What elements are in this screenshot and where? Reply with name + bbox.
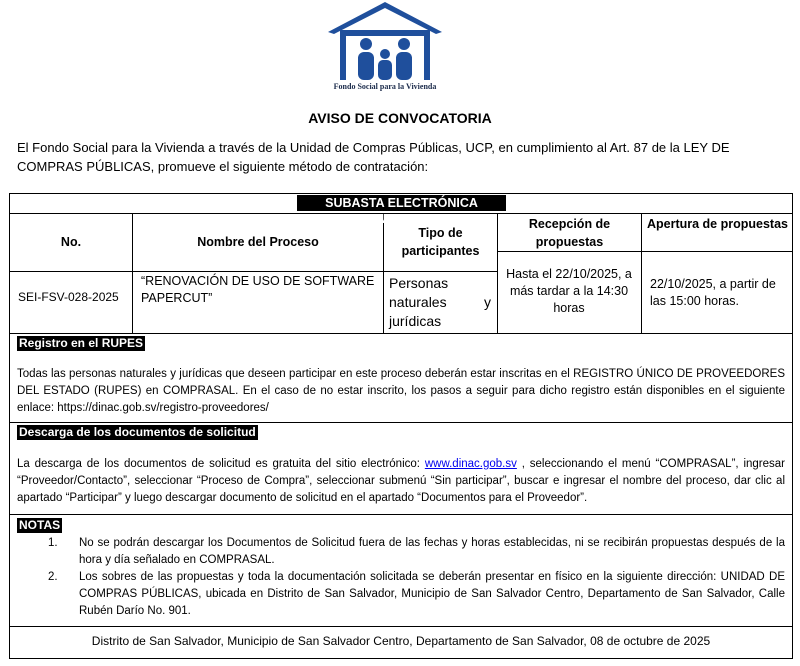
note-number: 1.: [48, 537, 58, 549]
dinac-link[interactable]: www.dinac.gob.sv: [424, 458, 517, 470]
header-tipo: Tipo de participantes: [401, 226, 480, 258]
notas-heading: NOTAS: [19, 518, 61, 532]
descarga-heading: Descarga de los documentos de solicitud: [19, 425, 256, 439]
cell-recepcion: Hasta el 22/10/2025, a más tardar a la 14:30 horas: [506, 267, 632, 315]
rupes-heading: Registro en el RUPES: [19, 336, 144, 350]
header-no: No.: [60, 235, 82, 249]
descarga-text-end: , seleccionando el menú “COMPRASAL”, ingresar “Proveedor/Contacto”, seleccionar “Proceso de Compra”, seleccionar submenú “Sin participar”, buscar e ingresar el nombre del proceso, dar clic al apartado “Participar” y luego descargar documento de solicitud en el apartado “Documentos para el Proveedor”.: [17, 458, 785, 504]
note-text: Los sobres de las propuestas y toda la documentación solicitada se deberán presentar en físico en la siguiente dirección: UNIDAD DE COMPRAS PÚBLICAS, ubicada en Distrito de San Salvador, Municipio de San Salvador Centro, Departamento de San Salvador, Calle Rubén Darío No. 901.: [79, 571, 785, 617]
divider: [9, 271, 497, 272]
descarga-text: [17, 456, 785, 507]
divider: [9, 514, 793, 515]
cell-tipo: Personas naturales y jurídicas: [389, 275, 491, 329]
cell-apertura: 22/10/2025, a partir de las 15:00 horas.: [650, 277, 776, 308]
footer-location-date: Distrito de San Salvador, Municipio de San Salvador Centro, Departamento de San Salvador, 08 de octubre de 2025: [91, 634, 711, 648]
header-recepcion: Recepción de propuestas: [528, 217, 611, 249]
table-banner: SUBASTA ELECTRÓNICA INVERSA: [297, 195, 506, 211]
page-title: AVISO DE CONVOCATORIA: [308, 110, 492, 126]
note-number: 2.: [48, 571, 58, 583]
cell-proceso: “RENOVACIÓN DE USO DE SOFTWARE PAPERCUT”: [141, 274, 375, 305]
header-apertura: Apertura de propuestas: [646, 217, 788, 231]
divider: [9, 422, 793, 423]
header-proceso: Nombre del Proceso: [197, 235, 319, 249]
cell-no: SEI-FSV-028-2025: [18, 290, 119, 304]
divider: [9, 626, 793, 627]
logo-caption: Fondo Social para la Vivienda: [333, 82, 437, 91]
divider: [9, 333, 793, 334]
divider: [497, 251, 793, 252]
descarga-text-start: La descarga de los documentos de solicitud es gratuita del sitio electrónico:: [17, 458, 425, 470]
intro-paragraph: El Fondo Social para la Vivienda a través de la Unidad de Compras Públicas, UCP, en cumplimiento al Art. 87 de la LEY DE COMPRAS PÚBLICAS, promueve el siguiente método de contratación:: [17, 140, 730, 174]
divider: [132, 213, 133, 333]
note-text: No se podrán descargar los Documentos de Solicitud fuera de las fechas y horas establecidas, ni se recibirán propuestas después de la hora y día señalado en COMPRASAL.: [79, 537, 785, 566]
rupes-text: Todas las personas naturales y jurídicas que deseen participar en este proceso deberán estar inscritas en el REGISTRO ÚNICO DE PROVEEDORES DEL ESTADO (RUPES) en COMPRASAL. En el caso de no estar inscrito, los pasos a seguir para dicho registro están disponibles en el siguiente enlace: https://dinac.gob.sv/registro-proveedores/: [17, 368, 785, 414]
fsv-logo: [326, 0, 444, 94]
